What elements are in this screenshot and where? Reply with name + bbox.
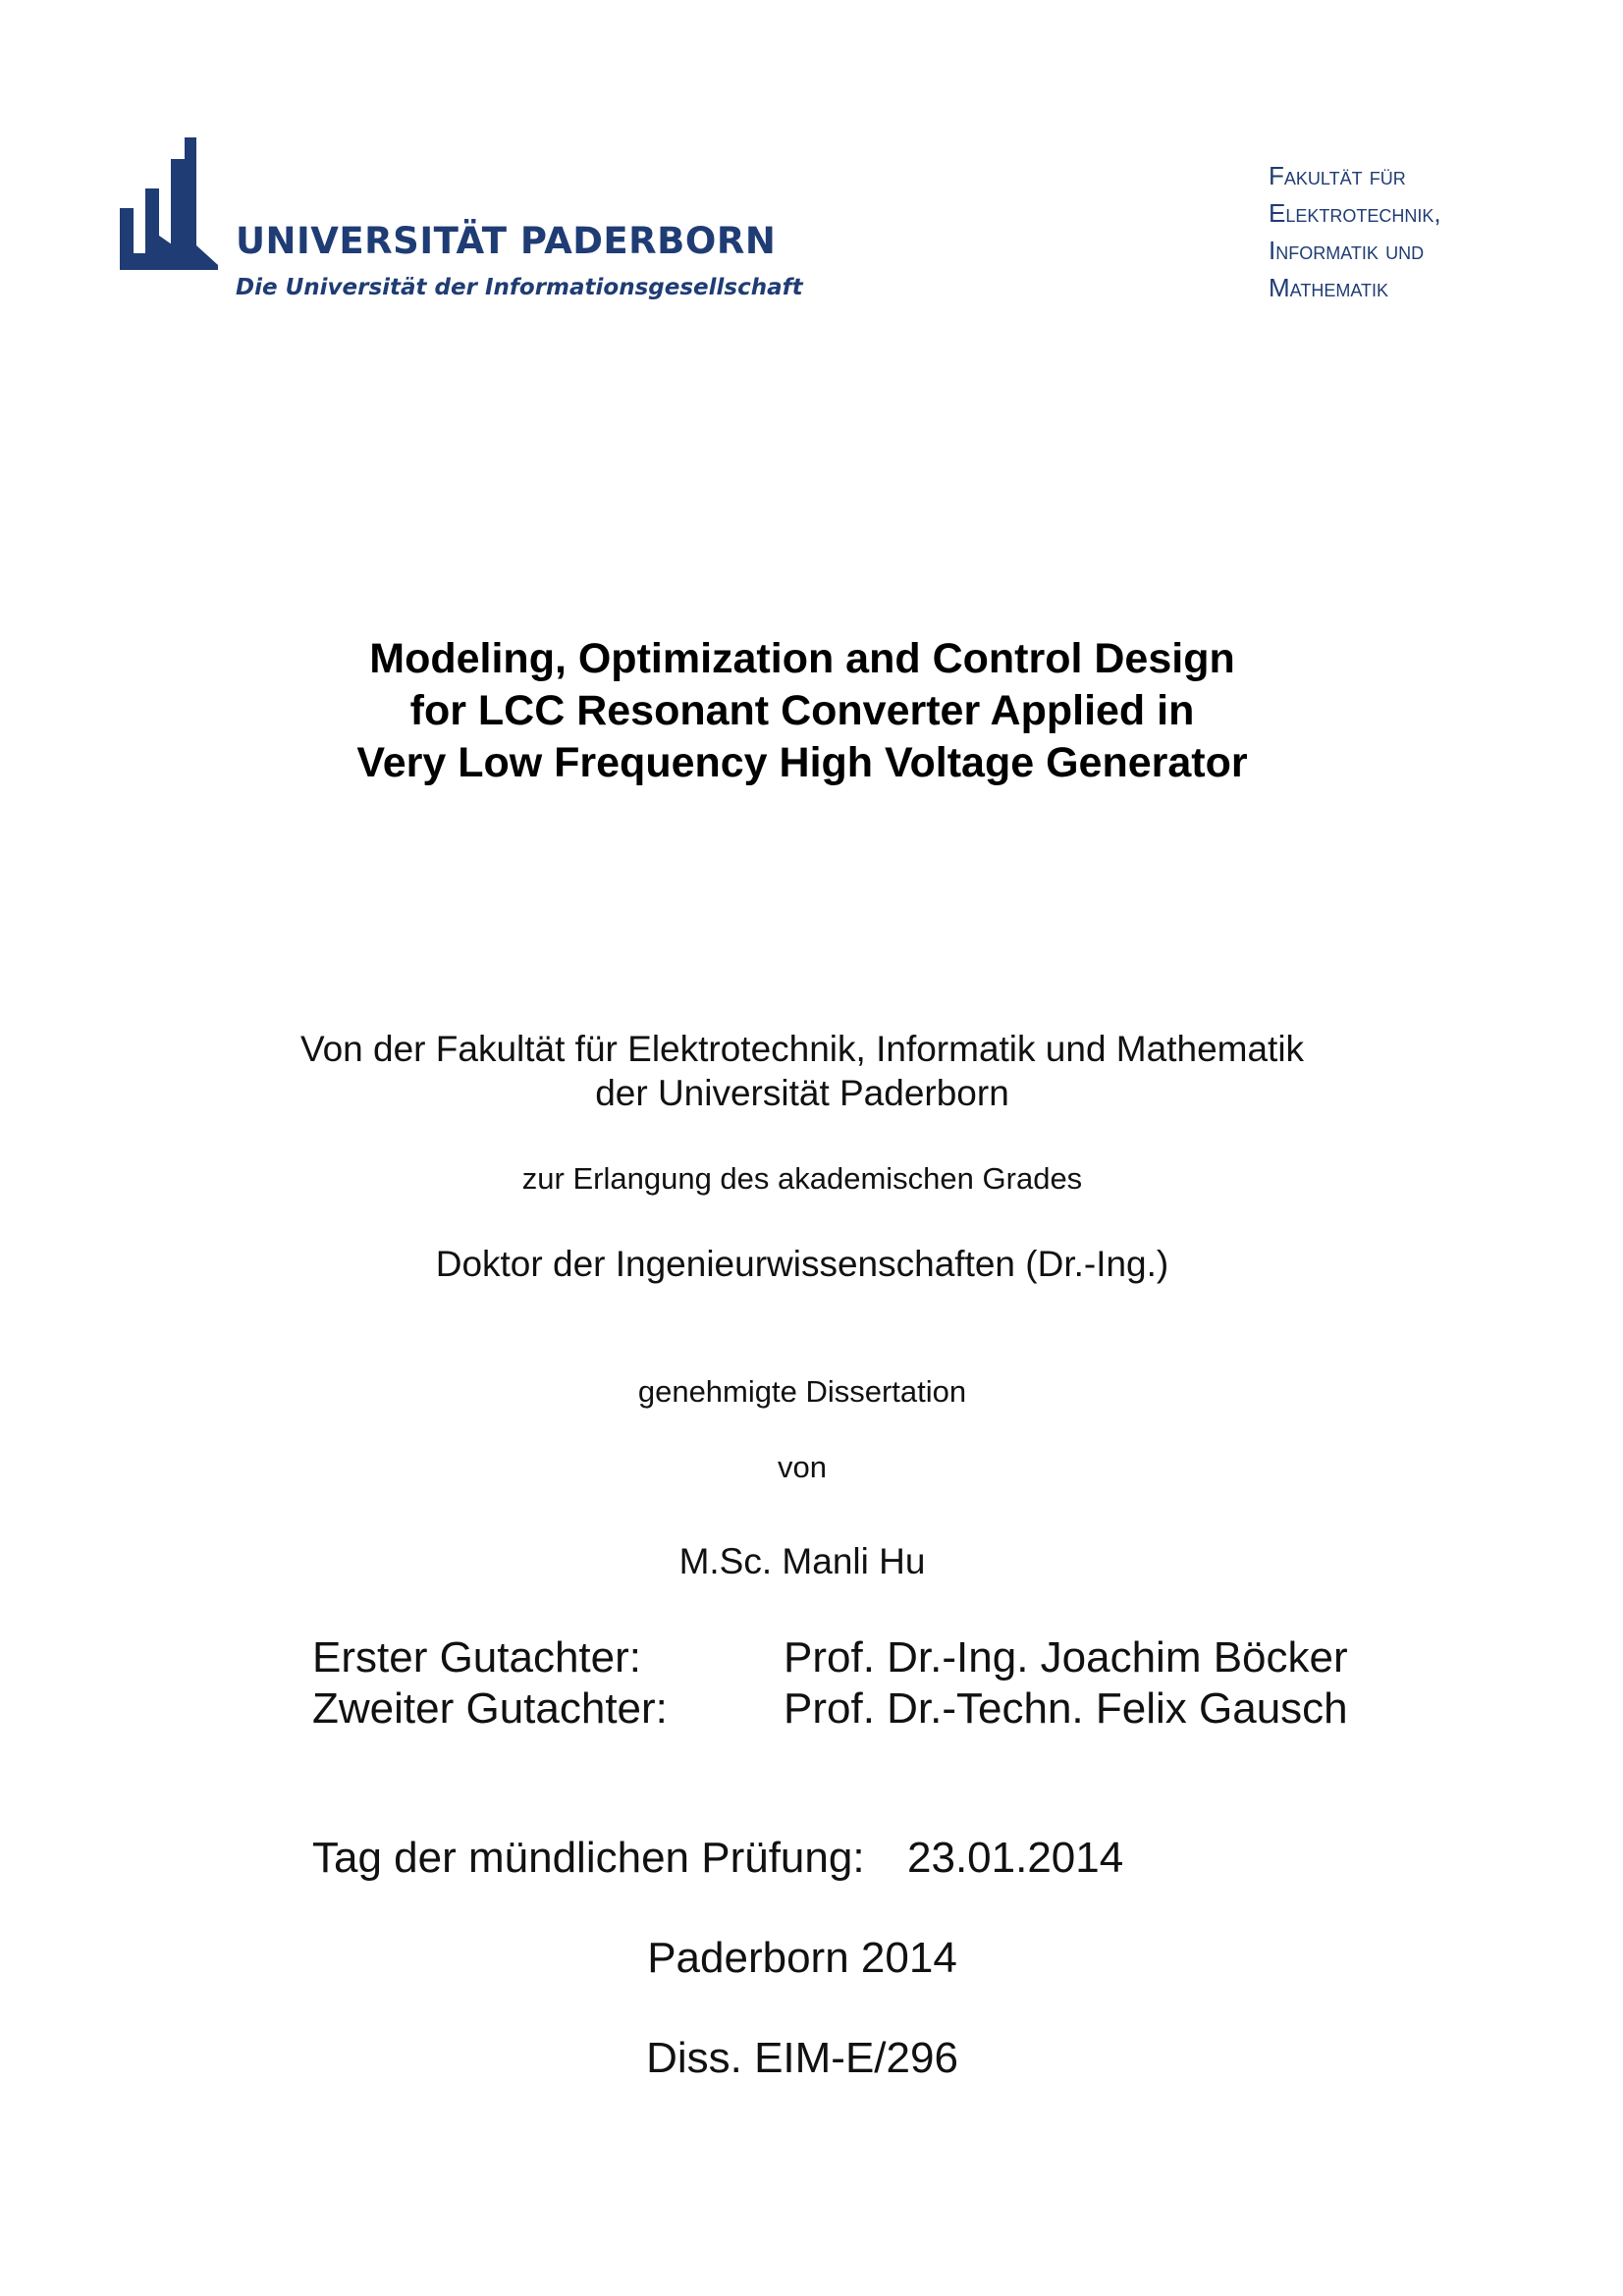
title-line: Modeling, Optimization and Control Design [369,635,1235,682]
faculty-line: Fakultät für [1269,161,1406,190]
approval-statement: genehmigte Dissertation [637,1374,967,1409]
submission-faculty-line2: der Universität Paderborn [595,1073,1009,1113]
by-label: von [778,1450,827,1484]
university-tagline: Die Universität der Informationsgesellschaft [236,275,803,300]
title-line: for LCC Resonant Converter Applied in [409,687,1195,734]
reviewer-role: Zweiter Gutachter: [312,1684,668,1733]
reviewer-role: Erster Gutachter: [312,1633,642,1682]
exam-date: 23.01.2014 [907,1834,1124,1882]
degree-name: Doktor der Ingenieurwissenschaften (Dr.-Ing.) [435,1244,1169,1284]
exam-label: Tag der mündlichen Prüfung: [312,1834,865,1882]
faculty-line: Informatik und [1269,236,1425,265]
dissertation-title [0,633,1604,789]
faculty-line: Mathematik [1269,273,1388,302]
faculty-heading [1269,157,1441,306]
university-logo-mark-icon [120,137,220,270]
faculty-line: Elektrotechnik, [1269,198,1441,228]
submission-faculty [0,1027,1604,1115]
author-name: M.Sc. Manli Hu [678,1541,926,1581]
place-year: Paderborn 2014 [647,1934,957,1982]
reviewer-name: Prof. Dr.-Techn. Felix Gausch [784,1684,1348,1733]
degree-purpose: zur Erlangung des akademischen Grades [521,1161,1083,1196]
university-logo [120,137,803,314]
reviewer-name: Prof. Dr.-Ing. Joachim Böcker [784,1633,1348,1682]
university-name: UNIVERSITÄT PADERBORN [236,220,777,262]
dissertation-number: Diss. EIM-E/296 [646,2034,958,2082]
title-line: Very Low Frequency High Voltage Generator [356,739,1248,786]
submission-faculty-line1: Von der Fakultät für Elektrotechnik, Informatik und Mathematik [299,1029,1305,1069]
